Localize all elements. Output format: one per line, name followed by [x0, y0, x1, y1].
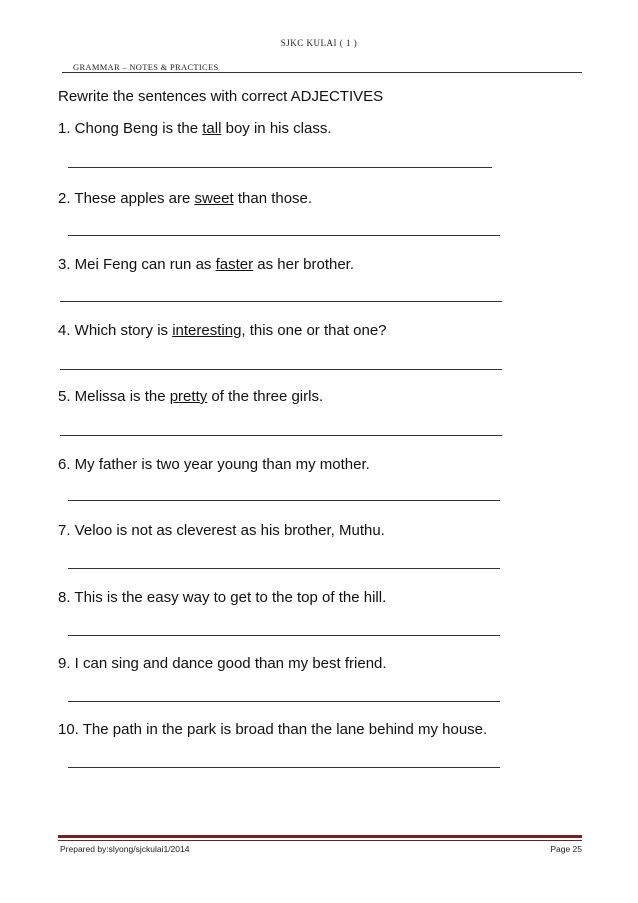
instruction: Rewrite the sentences with correct ADJECTIVES	[58, 88, 384, 105]
answer-line-3[interactable]	[60, 301, 502, 302]
question-text: 8. This is the easy way to get to the top of the hill.	[58, 589, 387, 606]
question-2	[58, 190, 312, 207]
answer-line-7[interactable]	[68, 568, 500, 569]
question-text: 5. Melissa is the	[58, 388, 170, 405]
question-text: as her brother.	[253, 256, 355, 273]
question-text: 2. These apples are	[58, 190, 195, 207]
question-text: 6. My father is two year young than my mother.	[58, 456, 370, 473]
header-subject: GRAMMAR – NOTES & PRACTICES	[73, 62, 219, 72]
question-5	[58, 388, 323, 405]
adjective: faster	[215, 256, 254, 273]
footer-rule	[58, 835, 582, 838]
question-text: 1. Chong Beng is the	[58, 120, 203, 137]
answer-line-5[interactable]	[60, 435, 502, 436]
question-6	[58, 456, 370, 473]
header-school: SJKC KULAI ( 1 )	[280, 38, 358, 48]
adjective: sweet	[194, 190, 234, 207]
question-1	[58, 120, 332, 137]
question-4	[58, 322, 387, 339]
question-text: , this one or that one?	[241, 322, 387, 339]
header-rule	[62, 72, 582, 73]
footer-rule-thin	[58, 840, 582, 841]
question-text: 10. The path in the park is broad than the lane behind my house.	[58, 721, 488, 738]
question-7	[58, 522, 385, 539]
question-text: 7. Veloo is not as cleverest as his brother, Muthu.	[58, 522, 385, 539]
question-text: boy in his class.	[221, 120, 332, 137]
question-text: of the three girls.	[207, 388, 324, 405]
answer-line-10[interactable]	[68, 767, 500, 768]
footer-page-number: Page 25	[550, 844, 582, 854]
footer-prepared-by: Prepared by:slyong/sjckulai1/2014	[60, 844, 190, 854]
answer-line-9[interactable]	[68, 701, 500, 702]
adjective: interesting	[172, 322, 242, 339]
question-text: 4. Which story is	[58, 322, 173, 339]
answer-line-1[interactable]	[68, 167, 492, 168]
answer-line-4[interactable]	[60, 369, 502, 370]
question-10	[58, 721, 487, 738]
question-text: 3. Mei Feng can run as	[58, 256, 216, 273]
question-text: 9. I can sing and dance good than my best friend.	[58, 655, 387, 672]
adjective: pretty	[169, 388, 208, 405]
question-3	[58, 256, 354, 273]
adjective: tall	[202, 120, 222, 137]
answer-line-2[interactable]	[68, 235, 500, 236]
question-8	[58, 589, 386, 606]
answer-line-6[interactable]	[68, 500, 500, 501]
question-9	[58, 655, 387, 672]
answer-line-8[interactable]	[68, 635, 500, 636]
question-text: than those.	[233, 190, 313, 207]
